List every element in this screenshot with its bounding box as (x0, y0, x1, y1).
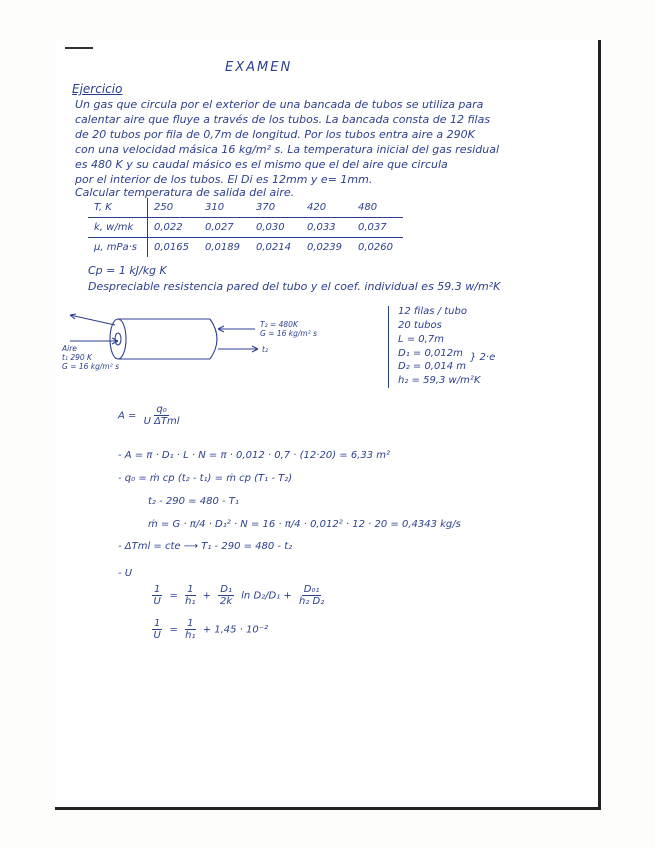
tube-diagram (60, 305, 390, 385)
paragraph-line: por el interior de los tubos. El Di es 12mm y e= 1mm. (75, 173, 373, 186)
exit-arrow-line (70, 315, 115, 325)
den: h₁ (185, 596, 196, 607)
den: h₁ (185, 630, 196, 641)
row-label: k, w/mk (88, 218, 148, 238)
given-item: D₂ = 0,014 m (398, 361, 466, 372)
area-lhs: A = (118, 410, 137, 422)
out-label: t₂ (262, 345, 268, 354)
frac (185, 618, 195, 641)
den: h₂ D₂ (299, 596, 325, 607)
exercise-heading: Ejercicio (72, 82, 123, 96)
table-row (88, 198, 403, 218)
table-cell: 0,0260 (358, 242, 394, 253)
frac (218, 584, 234, 607)
calc-line: - U (118, 568, 133, 579)
table-cell: 250 (148, 198, 200, 218)
given-note: } 2·e (470, 352, 496, 363)
tube-right-end (210, 319, 217, 359)
area-fraction (144, 404, 180, 427)
u2-tail: + 1,45 · 10⁻² (202, 624, 269, 636)
air-label: Aire (62, 344, 77, 353)
exam-title: EXAMEN (225, 60, 293, 75)
table-cell: 0,030 (250, 218, 301, 238)
tube-left-end (110, 319, 126, 359)
den: U (153, 630, 161, 641)
table-cell: 0,037 (352, 218, 403, 238)
area-equation (118, 404, 184, 427)
paragraph-line: es 480 K y su caudal másico es el mismo que el del aire que circula (75, 158, 448, 171)
given-item: 12 filas / tubo (398, 306, 467, 317)
paragraph-line: de 20 tubos por fila de 0,7m de longitud. Por los tubos entra aire a 290K (75, 128, 475, 141)
table-cell: 0,0239 (307, 242, 343, 253)
table-cell: 0,022 (148, 218, 200, 238)
table-cell: 370 (250, 198, 301, 218)
num: 1 (187, 618, 194, 629)
properties-table (88, 198, 403, 257)
table-cell: 0,0165 (154, 242, 190, 253)
calc-line: - ΔTml = cte ⟶ T₁ - 290 = 480 - t₂ (118, 541, 293, 552)
gas-temp-label: T₂ = 480K (260, 320, 298, 329)
den: 2k (220, 596, 233, 607)
table-cell: 0,0214 (256, 242, 292, 253)
header-mark (65, 47, 93, 49)
table-cell: 420 (301, 198, 352, 218)
neglect-line: Despreciable resistencia pared del tubo y el coef. individual es 59.3 w/m²K (88, 280, 501, 293)
den: U (153, 596, 161, 607)
paragraph-line: Calcular temperatura de salida del aire. (75, 186, 295, 199)
num: D₀₁ (303, 584, 320, 595)
given-item: 20 tubos (398, 320, 442, 331)
calc-line: ṁ = G · π/4 · D₁² · N = 16 · π/4 · 0,012² · 12 · 20 = 0,4343 kg/s (148, 519, 461, 530)
num: 1 (187, 584, 194, 595)
frac (185, 584, 195, 607)
paragraph-line: con una velocidad másica 16 kg/m² s. La temperatura inicial del gas residual (75, 143, 500, 156)
tube-inner-opening (115, 333, 121, 345)
ln-term: ln D₂/D₁ (241, 590, 281, 602)
num: 1 (154, 618, 161, 629)
num: D₁ (220, 584, 232, 595)
frac (299, 584, 324, 607)
paragraph-line: calentar aire que fluye a través de los tubos. La bancada consta de 12 filas (75, 113, 491, 126)
table-cell: 0,0189 (205, 242, 241, 253)
num: 1 (154, 584, 161, 595)
calc-line: - A = π · D₁ · L · N = π · 0,012 · 0,7 · (12·20) = 6,33 m² (118, 450, 391, 461)
frac (152, 618, 162, 641)
table-cell: 310 (199, 198, 250, 218)
calc-line: t₂ - 290 = 480 - T₁ (148, 496, 239, 507)
given-item: L = 0,7m (398, 334, 444, 345)
gas-flow-label: G = 16 kg/m² s (260, 329, 318, 338)
area-numerator: q₀ (156, 404, 167, 415)
frac (152, 584, 162, 607)
table-cell: 0,033 (301, 218, 352, 238)
calc-line: - q₀ = ṁ cp (t₂ - t₁) = ṁ cp (T₁ - T₂) (118, 473, 293, 484)
given-item: D₁ = 0,012m (398, 348, 463, 359)
given-item: h₂ = 59,3 w/m²K (398, 375, 481, 386)
row-label: μ, mPa·s (88, 238, 148, 258)
paragraph-line: Un gas que circula por el exterior de una bancada de tubos se utiliza para (75, 98, 484, 111)
row-label: T, K (88, 198, 148, 218)
table-cell: 0,027 (199, 218, 250, 238)
cp-line: Cp = 1 kJ/kg K (88, 264, 167, 277)
table-cell: 480 (352, 198, 403, 218)
table-row (88, 218, 403, 238)
air-temp-label: t₁ 290 K (62, 353, 92, 362)
table-row (88, 238, 403, 258)
u-equation-2: $\frac{1}{U}$ = $\frac{1}{\text{h₁}}$ + 1,45 · 10⁻² (153, 618, 269, 641)
air-flow-label: G = 16 kg/m² s (62, 362, 120, 371)
area-denominator: U ΔTml (143, 416, 180, 427)
u-equation-1: $\frac{1}{U}$ = $\frac{1}{\text{h₁}}$ + $\frac{\text{D₁}}{2k}$ ln D₂/D₁ + $\frac{\text{D₀₁}}{\text{h₂ D₂}}$ (153, 584, 325, 607)
